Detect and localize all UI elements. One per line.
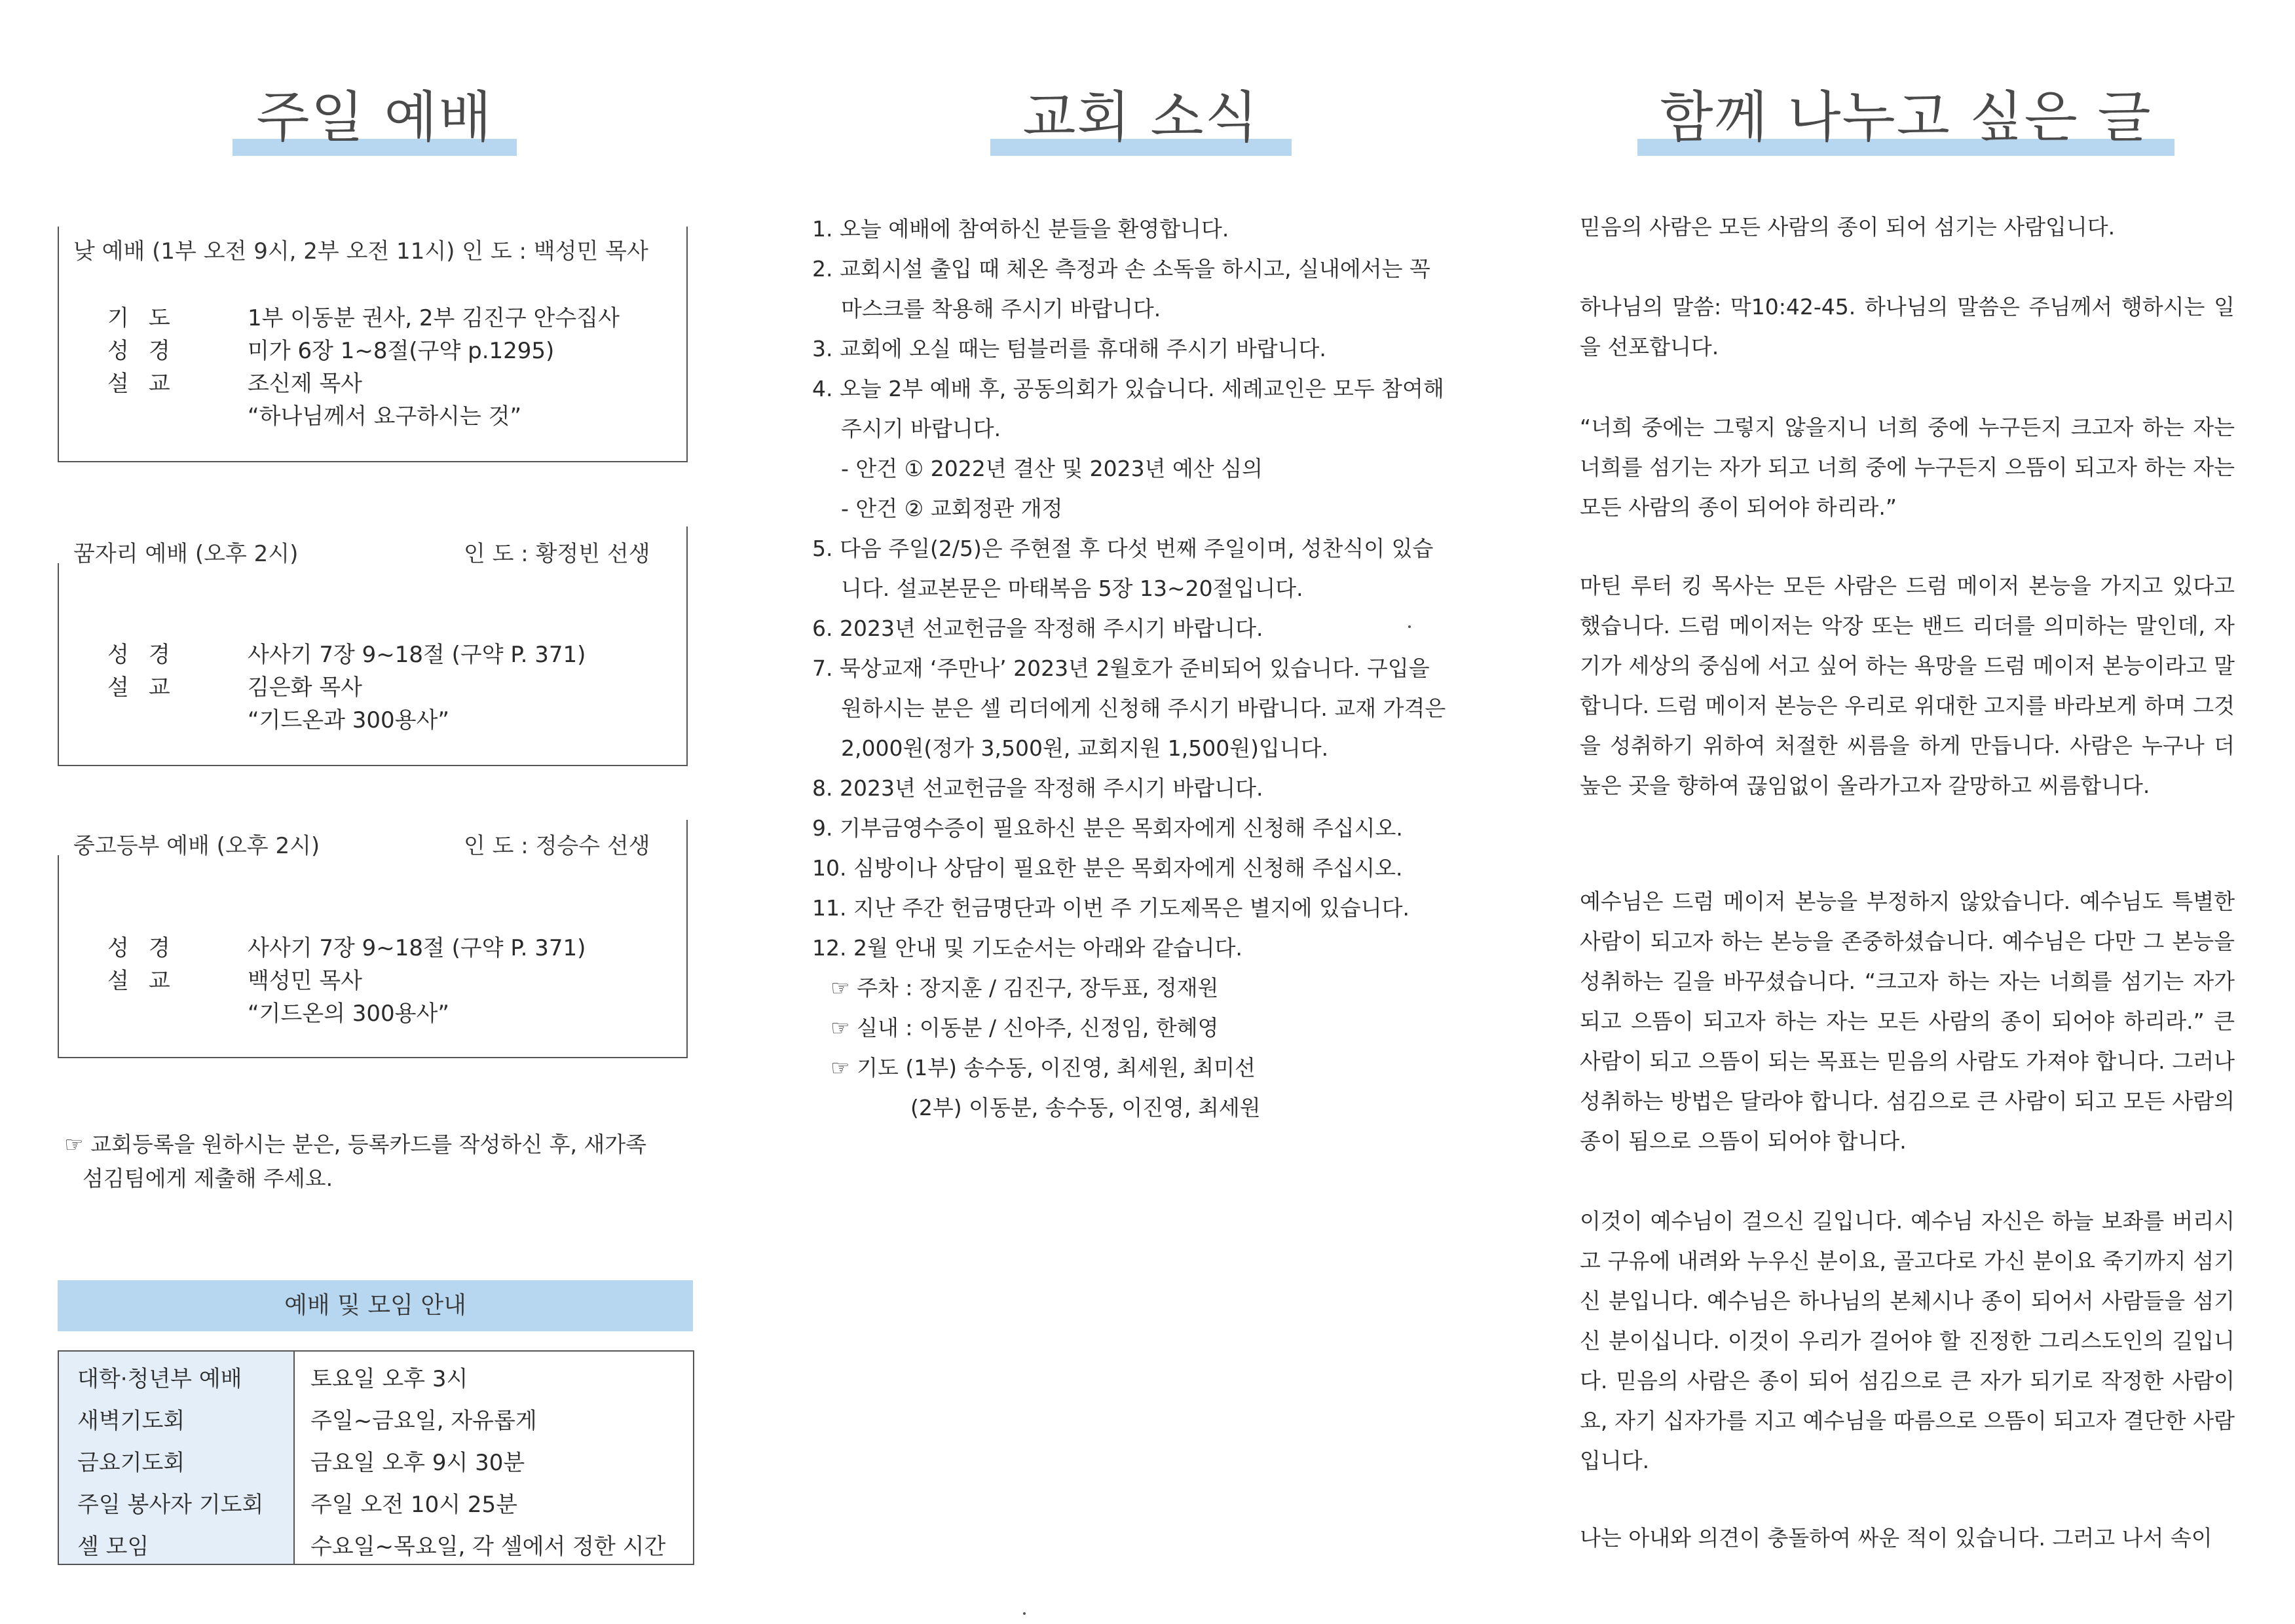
middle-column-title: 교회 소식 (990, 81, 1292, 160)
news-line: 주시기 바랍니다. (841, 416, 1001, 441)
scan-speck (1023, 1612, 1026, 1615)
guide-row (59, 1479, 693, 1521)
scan-speck (1408, 625, 1411, 628)
row-value: 사사기 7장 9~18절 (구약 P. 371) (248, 935, 586, 961)
guide-row (59, 1437, 693, 1479)
left-column-title: 주일 예배 (233, 81, 517, 160)
news-line: 5. 다음 주일(2/5)은 주현절 후 다섯 번째 주일이며, 성찬식이 있습 (812, 536, 1434, 561)
news-line: 4. 오늘 2부 예배 후, 공동의회가 있습니다. 세례교인은 모두 참여해 (812, 376, 1444, 401)
guide-key: 대학·청년부 예배 (77, 1366, 242, 1392)
sermon-title: “하나님께서 요구하시는 것” (248, 403, 522, 430)
box-top-edge (58, 227, 59, 274)
essay-paragraph: 믿음의 사람은 모든 사람의 종이 되어 섬기는 사람입니다. (1580, 214, 2116, 240)
news-line: (2부) 이동분, 송수동, 이진영, 최세원 (910, 1095, 1261, 1120)
essay-paragraph: 이것이 예수님이 걸으신 길입니다. 예수님 자신은 하늘 보좌를 버리시고 구유에 내려와 누우신 분이요, 골고다로 가신 분이요 죽기까지 섬기신 분입니다. 예수님은 하나님의 본체시나 종이 되어서 사람들을 섬기신 분이십니다. 이것이 우리가 걸어야 할 진정한 그리스도인의 길입니다. 믿음의 사람은 종이 되어 섬김으로 큰 자가 되기로 작정한 사람이요, 자기 십자가를 지고 예수님을 따름으로 으뜸이 되고자 결단한 사람입니다. (1580, 1208, 2235, 1473)
news-line: 니다. 설교본문은 마태복음 5장 13~20절입니다. (841, 576, 1303, 601)
service-heading: 낮 예배 (1부 오전 9시, 2부 오전 11시) 인 도 : 백성민 목사 (73, 238, 648, 265)
right-column-title: 함께 나누고 싶은 글 (1637, 81, 2174, 160)
guide-row (59, 1521, 693, 1562)
sermon-title: “기드온의 300용사” (248, 1001, 449, 1027)
essay-paragraph: 마틴 루터 킹 목사는 모든 사람은 드럼 메이저 본능을 가지고 있다고 했습니다. 드럼 메이저는 악장 또는 밴드 리더를 의미하는 말인데, 자기가 세상의 중심에 서고 싶어 하는 욕망을 드럼 메이저 본능이라고 말합니다. 드럼 메이저 본능은 우리로 위대한 고지를 바라보게 하며 그것을 성취하기 위하여 처절한 씨름을 하게 만듭니다. 사람은 누구나 더 높은 곳을 향하여 끊임없이 올라가고자 갈망하고 씨름합니다. (1580, 573, 2235, 798)
news-line: ☞ 주차 : 장지훈 / 김진구, 장두표, 정재원 (830, 975, 1219, 1001)
service-leader: 인 도 : 정승수 선생 (464, 833, 650, 859)
row-label: 기도 (107, 305, 190, 331)
guide-table (58, 1350, 694, 1565)
service-heading: 중고등부 예배 (오후 2시) (73, 833, 320, 859)
row-value: 김은화 목사 (248, 674, 363, 701)
row-label: 성경 (107, 338, 190, 364)
guide-key: 새벽기도회 (77, 1408, 185, 1434)
essay-paragraph: 나는 아내와 의견이 충돌하여 싸운 적이 있습니다. 그러고 나서 속이 (1580, 1525, 2212, 1551)
box-top-edge (58, 563, 59, 578)
guide-key: 금요기도회 (77, 1450, 185, 1476)
guide-value: 금요일 오후 9시 30분 (310, 1450, 525, 1476)
news-line: 7. 묵상교재 ‘주만나’ 2023년 2월호가 준비되어 있습니다. 구입을 (812, 655, 1430, 681)
news-line: ☞ 기도 (1부) 송수동, 이진영, 최세원, 최미선 (830, 1055, 1256, 1080)
news-line: 8. 2023년 선교헌금을 작정해 주시기 바랍니다. (812, 775, 1263, 801)
guide-row (59, 1353, 693, 1395)
guide-title: 예배 및 모임 안내 (58, 1280, 693, 1331)
news-line: 2. 교회시설 출입 때 체온 측정과 손 소독을 하시고, 실내에서는 꼭 (812, 256, 1430, 282)
news-line: 2,000원(정가 3,500원, 교회지원 1,500원)입니다. (841, 735, 1329, 761)
news-line: - 안건 ① 2022년 결산 및 2023년 예산 심의 (841, 456, 1263, 481)
service-heading: 꿈자리 예배 (오후 2시) (73, 541, 299, 567)
row-value: 1부 이동분 권사, 2부 김진구 안수집사 (248, 305, 620, 331)
guide-value: 수요일~목요일, 각 셀에서 정한 시간 (310, 1534, 666, 1560)
news-line: 10. 심방이나 상담이 필요한 분은 목회자에게 신청해 주십시오. (812, 855, 1403, 881)
news-line: 12. 2월 안내 및 기도순서는 아래와 같습니다. (812, 935, 1242, 961)
box-top-edge (58, 855, 59, 868)
guide-value: 토요일 오후 3시 (310, 1366, 468, 1392)
guide-key: 셀 모임 (77, 1534, 149, 1560)
row-value: 미가 6장 1~8절(구약 p.1295) (248, 338, 555, 364)
guide-value: 주일 오전 10시 25분 (310, 1492, 518, 1518)
essay-paragraph: 예수님은 드럼 메이저 본능을 부정하지 않았습니다. 예수님도 특별한 사람이 되고자 하는 본능을 존중하셨습니다. 예수님은 다만 그 본능을 성취하는 길을 바꾸셨습니다. “크고자 하는 자는 너희를 섬기는 자가 되고 으뜸이 되고자 하는 자는 모든 사람의 종이 되어야 하리라.” 큰 사람이 되고 으뜸이 되는 목표는 믿음의 사람도 가져야 합니다. 그러나 성취하는 방법은 달라야 합니다. 섬김으로 큰 사람이 되고 모든 사람의 종이 됨으로 으뜸이 되어야 합니다. (1580, 889, 2235, 1154)
news-line: 마스크를 착용해 주시기 바랍니다. (841, 296, 1161, 322)
essay-paragraph: 하나님의 말씀: 막10:42-45. 하나님의 말씀은 주님께서 행하시는 일을 선포합니다. (1580, 294, 2235, 360)
news-line: 9. 기부금영수증이 필요하신 분은 목회자에게 신청해 주십시오. (812, 815, 1403, 841)
news-line: 1. 오늘 예배에 참여하신 분들을 환영합니다. (812, 216, 1229, 242)
row-label: 설교 (107, 674, 190, 701)
guide-row (59, 1395, 693, 1437)
guide-key: 주일 봉사자 기도회 (77, 1492, 264, 1518)
row-value: 조신제 목사 (248, 371, 363, 397)
news-line: 11. 지난 주간 헌금명단과 이번 주 기도제목은 별지에 있습니다. (812, 895, 1409, 921)
row-value: 사사기 7장 9~18절 (구약 P. 371) (248, 642, 586, 668)
registration-note: ☞ 교회등록을 원하시는 분은, 등록카드를 작성하신 후, 새가족 섬김팀에게 제출해 주세요. (64, 1132, 647, 1191)
row-value: 백성민 목사 (248, 968, 363, 994)
news-line: 3. 교회에 오실 때는 텀블러를 휴대해 주시기 바랍니다. (812, 336, 1326, 361)
essay-paragraph: “너희 중에는 그렇지 않을지니 너희 중에 누구든지 크고자 하는 자는 너희를 섬기는 자가 되고 너희 중에 누구든지 으뜸이 되고자 하는 자는 모든 사람의 종이 되어야 하리라.” (1580, 415, 2235, 520)
row-label: 성경 (107, 935, 190, 961)
row-label: 설교 (107, 968, 190, 994)
news-line: 6. 2023년 선교헌금을 작정해 주시기 바랍니다. (812, 616, 1263, 641)
news-line: ☞ 실내 : 이동분 / 신아주, 신정임, 한혜영 (830, 1015, 1219, 1041)
news-line: - 안건 ② 교회정관 개정 (841, 496, 1063, 521)
news-line: 원하시는 분은 셀 리더에게 신청해 주시기 바랍니다. 교재 가격은 (841, 695, 1446, 721)
service-leader: 인 도 : 황정빈 선생 (464, 541, 650, 567)
guide-value: 주일~금요일, 자유롭게 (310, 1408, 537, 1434)
sermon-title: “기드온과 300용사” (248, 707, 449, 733)
row-label: 설교 (107, 371, 190, 397)
row-label: 성경 (107, 642, 190, 668)
